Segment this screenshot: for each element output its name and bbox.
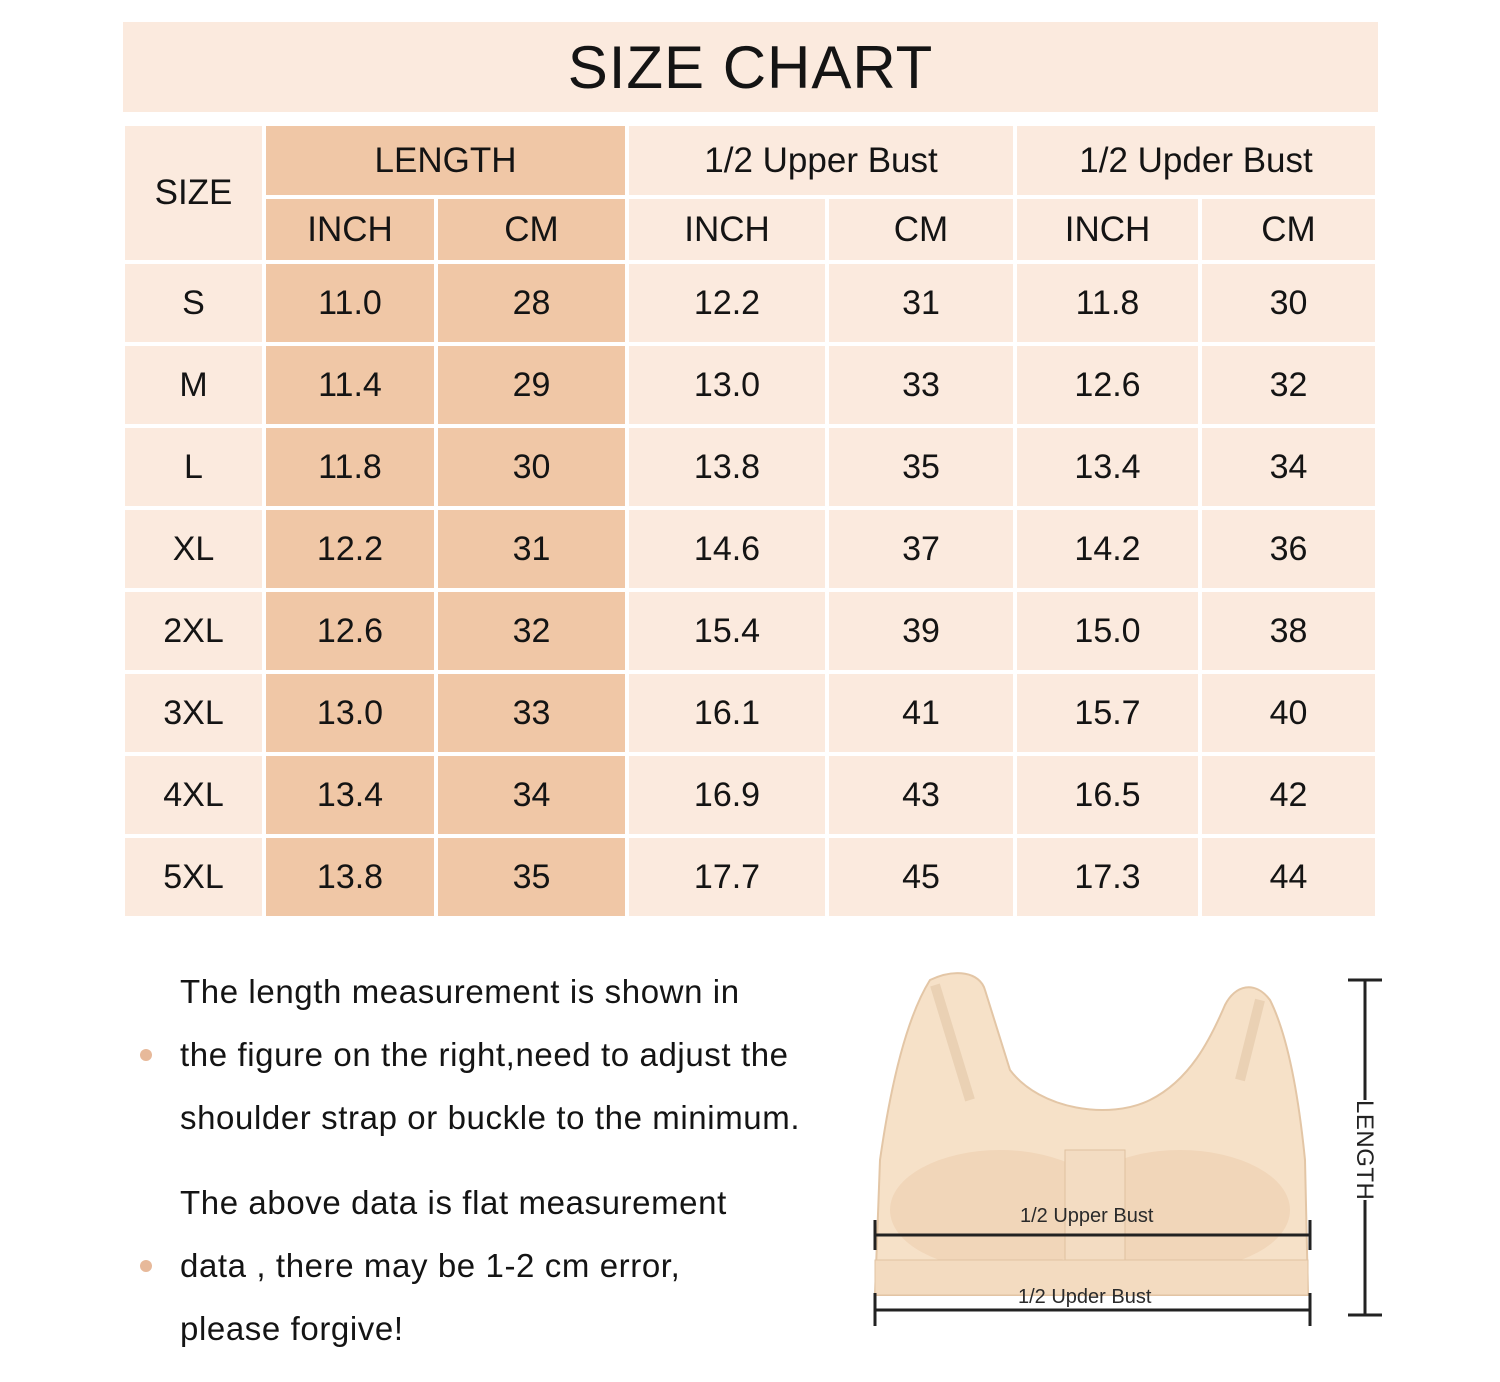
length-inch-cell: 11.8 — [266, 428, 434, 506]
upper-bust-inch-cell: 12.2 — [629, 264, 825, 342]
unit-header: CM — [829, 199, 1013, 260]
size-cell: 3XL — [125, 674, 262, 752]
under-bust-inch-cell: 16.5 — [1017, 756, 1198, 834]
table-row — [125, 838, 1375, 916]
upper-bust-inch-cell: 13.0 — [629, 346, 825, 424]
table-row — [125, 346, 1375, 424]
under-bust-cm-cell: 40 — [1202, 674, 1375, 752]
upper-bust-cm-cell: 39 — [829, 592, 1013, 670]
length-inch-cell: 12.6 — [266, 592, 434, 670]
under-bust-cm-cell: 32 — [1202, 346, 1375, 424]
table-row — [125, 674, 1375, 752]
length-label: LENGTH — [1351, 1100, 1378, 1201]
length-inch-cell: 13.8 — [266, 838, 434, 916]
unit-header: CM — [438, 199, 625, 260]
bullet-dot-icon — [140, 1049, 152, 1061]
length-header: LENGTH — [266, 126, 625, 195]
length-cm-cell: 30 — [438, 428, 625, 506]
under-bust-inch-cell: 12.6 — [1017, 346, 1198, 424]
length-cm-cell: 32 — [438, 592, 625, 670]
size-cell: 5XL — [125, 838, 262, 916]
under-bust-label: 1/2 Upder Bust — [1018, 1286, 1152, 1308]
upper-bust-inch-cell: 15.4 — [629, 592, 825, 670]
note-item — [130, 960, 890, 1149]
upper-bust-cm-cell: 31 — [829, 264, 1013, 342]
note-line: please forgive! — [180, 1310, 404, 1347]
size-table — [121, 122, 1379, 920]
note-line: the figure on the right,need to adjust the — [180, 1036, 789, 1073]
under-bust-cm-cell: 42 — [1202, 756, 1375, 834]
size-header: SIZE — [125, 126, 262, 260]
upper-bust-header: 1/2 Upper Bust — [629, 126, 1013, 195]
table-row — [125, 428, 1375, 506]
length-inch-cell: 11.4 — [266, 346, 434, 424]
size-cell: M — [125, 346, 262, 424]
upper-bust-inch-cell: 14.6 — [629, 510, 825, 588]
length-cm-cell: 35 — [438, 838, 625, 916]
length-inch-cell: 11.0 — [266, 264, 434, 342]
upper-bust-label: 1/2 Upper Bust — [1020, 1205, 1154, 1227]
upper-bust-cm-cell: 41 — [829, 674, 1013, 752]
size-cell: L — [125, 428, 262, 506]
unit-header: INCH — [629, 199, 825, 260]
table-row — [125, 756, 1375, 834]
upper-bust-cm-cell: 43 — [829, 756, 1013, 834]
page-title: SIZE CHART — [123, 22, 1378, 112]
table-row — [125, 510, 1375, 588]
length-inch-cell: 12.2 — [266, 510, 434, 588]
under-bust-cm-cell: 34 — [1202, 428, 1375, 506]
length-cm-cell: 34 — [438, 756, 625, 834]
bullet-dot-icon — [140, 1260, 152, 1272]
upper-bust-cm-cell: 45 — [829, 838, 1013, 916]
under-bust-inch-cell: 17.3 — [1017, 838, 1198, 916]
upper-bust-cm-cell: 35 — [829, 428, 1013, 506]
note-line: shoulder strap or buckle to the minimum. — [180, 1099, 801, 1136]
under-bust-cm-cell: 30 — [1202, 264, 1375, 342]
upper-bust-inch-cell: 16.1 — [629, 674, 825, 752]
notes — [130, 960, 890, 1382]
under-bust-inch-cell: 13.4 — [1017, 428, 1198, 506]
size-cell: S — [125, 264, 262, 342]
note-line: The length measurement is shown in — [180, 973, 740, 1010]
size-cell: XL — [125, 510, 262, 588]
note-line: The above data is flat measurement — [180, 1184, 727, 1221]
under-bust-cm-cell: 38 — [1202, 592, 1375, 670]
length-cm-cell: 31 — [438, 510, 625, 588]
table-row — [125, 264, 1375, 342]
length-inch-cell: 13.0 — [266, 674, 434, 752]
upper-bust-cm-cell: 37 — [829, 510, 1013, 588]
table-row — [125, 592, 1375, 670]
length-cm-cell: 33 — [438, 674, 625, 752]
length-cm-cell: 28 — [438, 264, 625, 342]
under-bust-inch-cell: 11.8 — [1017, 264, 1198, 342]
size-cell: 2XL — [125, 592, 262, 670]
length-cm-cell: 29 — [438, 346, 625, 424]
length-inch-cell: 13.4 — [266, 756, 434, 834]
unit-header: CM — [1202, 199, 1375, 260]
upper-bust-inch-cell: 16.9 — [629, 756, 825, 834]
note-line: data , there may be 1-2 cm error, — [180, 1247, 681, 1284]
unit-header: INCH — [1017, 199, 1198, 260]
under-bust-cm-cell: 36 — [1202, 510, 1375, 588]
note-item — [130, 1171, 890, 1360]
measurement-figure — [860, 960, 1400, 1350]
size-cell: 4XL — [125, 756, 262, 834]
unit-header: INCH — [266, 199, 434, 260]
upper-bust-inch-cell: 13.8 — [629, 428, 825, 506]
upper-bust-inch-cell: 17.7 — [629, 838, 825, 916]
upper-bust-cm-cell: 33 — [829, 346, 1013, 424]
under-bust-inch-cell: 15.0 — [1017, 592, 1198, 670]
under-bust-header: 1/2 Upder Bust — [1017, 126, 1375, 195]
under-bust-inch-cell: 15.7 — [1017, 674, 1198, 752]
under-bust-cm-cell: 44 — [1202, 838, 1375, 916]
under-bust-inch-cell: 14.2 — [1017, 510, 1198, 588]
